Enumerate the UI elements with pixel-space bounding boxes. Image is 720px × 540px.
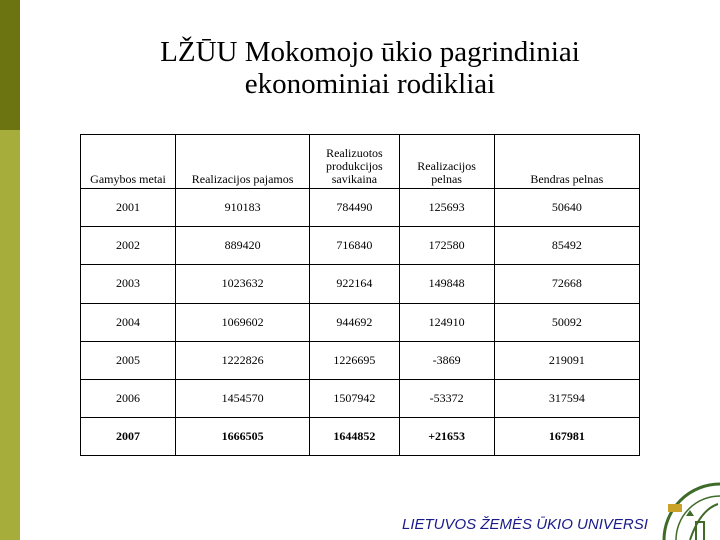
cell-total-profit: 72668 xyxy=(494,265,639,303)
cell-sales-profit: 125693 xyxy=(399,189,494,227)
university-seal-icon xyxy=(660,480,720,540)
cell-revenue: 889420 xyxy=(176,227,310,265)
table-row xyxy=(81,227,640,265)
cell-total-profit: 219091 xyxy=(494,341,639,379)
cell-total-profit: 50092 xyxy=(494,303,639,341)
table-row xyxy=(81,341,640,379)
cell-sales-profit: 149848 xyxy=(399,265,494,303)
header-revenue: Realizacijos pajamos xyxy=(176,135,310,189)
table-row xyxy=(81,265,640,303)
cell-year: 2002 xyxy=(81,227,176,265)
cell-cost: 1644852 xyxy=(310,418,399,456)
table-row xyxy=(81,379,640,417)
cell-cost: 1507942 xyxy=(310,379,399,417)
cell-revenue: 1069602 xyxy=(176,303,310,341)
cell-cost: 716840 xyxy=(310,227,399,265)
cell-cost: 922164 xyxy=(310,265,399,303)
cell-year: 2004 xyxy=(81,303,176,341)
cell-revenue: 1666505 xyxy=(176,418,310,456)
title-line-1: LŽŪU Mokomojo ūkio pagrindiniai xyxy=(160,36,580,68)
cell-year: 2005 xyxy=(81,341,176,379)
page-title xyxy=(40,36,700,100)
cell-sales-profit: -53372 xyxy=(399,379,494,417)
table-row xyxy=(81,418,640,456)
cell-total-profit: 85492 xyxy=(494,227,639,265)
cell-year: 2007 xyxy=(81,418,176,456)
university-footer: LIETUVOS ŽEMĖS ŪKIO UNIVERSI xyxy=(402,516,648,533)
cell-sales-profit: 172580 xyxy=(399,227,494,265)
sidebar-accent-light xyxy=(0,130,20,540)
table-row xyxy=(81,189,640,227)
header-year: Gamybos metai xyxy=(81,135,176,189)
cell-year: 2001 xyxy=(81,189,176,227)
cell-cost: 944692 xyxy=(310,303,399,341)
header-cost: Realizuotos produkcijos savikaina xyxy=(310,135,399,189)
cell-sales-profit: 124910 xyxy=(399,303,494,341)
cell-cost: 784490 xyxy=(310,189,399,227)
cell-total-profit: 50640 xyxy=(494,189,639,227)
cell-revenue: 1023632 xyxy=(176,265,310,303)
title-line-2: ekonominiai rodikliai xyxy=(244,68,496,100)
header-sales-profit: Realizacijos pelnas xyxy=(399,135,494,189)
cell-year: 2006 xyxy=(81,379,176,417)
cell-year: 2003 xyxy=(81,265,176,303)
cell-revenue: 910183 xyxy=(176,189,310,227)
table-header-row xyxy=(81,135,640,189)
header-total-profit: Bendras pelnas xyxy=(494,135,639,189)
sidebar-accent-dark xyxy=(0,0,20,130)
cell-sales-profit: -3869 xyxy=(399,341,494,379)
cell-revenue: 1222826 xyxy=(176,341,310,379)
cell-total-profit: 317594 xyxy=(494,379,639,417)
table-row xyxy=(81,303,640,341)
cell-revenue: 1454570 xyxy=(176,379,310,417)
cell-sales-profit: +21653 xyxy=(399,418,494,456)
cell-total-profit: 167981 xyxy=(494,418,639,456)
cell-cost: 1226695 xyxy=(310,341,399,379)
economic-indicators-table xyxy=(80,134,640,456)
